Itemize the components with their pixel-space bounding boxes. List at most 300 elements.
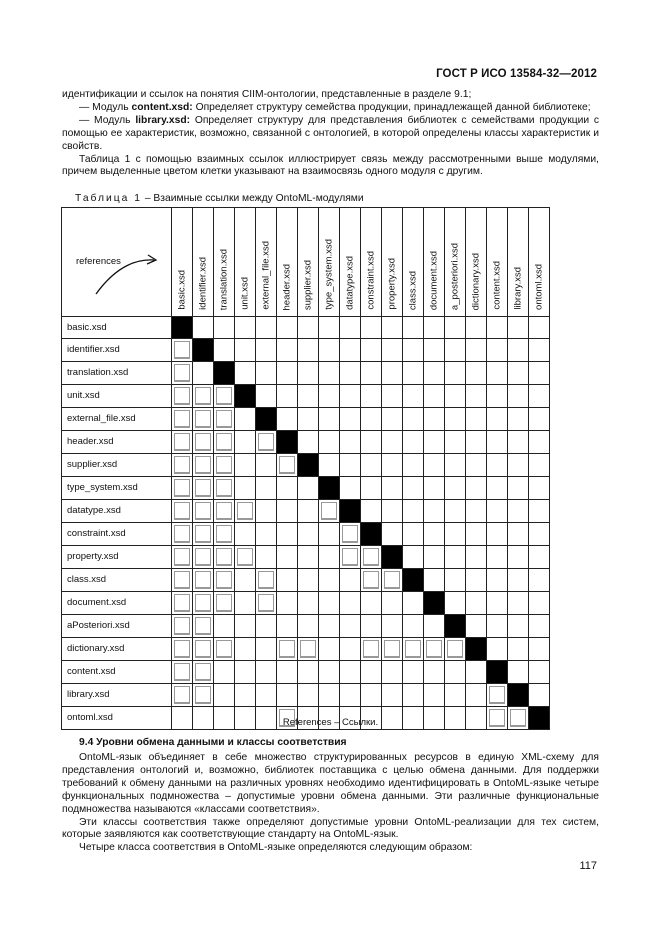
- empty-cell: [340, 591, 361, 614]
- reference-marked-cell: [256, 591, 277, 614]
- empty-cell: [319, 591, 340, 614]
- empty-cell: [487, 591, 508, 614]
- column-header: [529, 208, 550, 317]
- empty-cell: [361, 338, 382, 361]
- empty-cell: [403, 522, 424, 545]
- empty-cell: [235, 591, 256, 614]
- empty-cell: [487, 476, 508, 499]
- empty-cell: [529, 591, 550, 614]
- empty-cell: [529, 384, 550, 407]
- marked-cell-box: [216, 640, 232, 658]
- empty-cell: [445, 384, 466, 407]
- empty-cell: [298, 591, 319, 614]
- empty-cell: [529, 338, 550, 361]
- reference-marked-cell: [172, 407, 193, 430]
- empty-cell: [340, 384, 361, 407]
- intro-text: [62, 89, 599, 179]
- marked-cell-box: [363, 640, 379, 658]
- empty-cell: [403, 361, 424, 384]
- marked-cell-box: [216, 387, 232, 405]
- reference-marked-cell: [172, 591, 193, 614]
- marked-cell-box: [447, 640, 463, 658]
- reference-marked-cell: [214, 591, 235, 614]
- reference-marked-cell: [214, 407, 235, 430]
- marked-cell-box: [258, 433, 274, 451]
- marked-cell-box: [216, 456, 232, 474]
- empty-cell: [340, 430, 361, 453]
- row-header: library.xsd: [62, 683, 172, 706]
- marked-cell-box: [216, 548, 232, 566]
- empty-cell: [235, 614, 256, 637]
- empty-cell: [277, 545, 298, 568]
- empty-cell: [361, 614, 382, 637]
- empty-cell: [256, 384, 277, 407]
- empty-cell: [298, 338, 319, 361]
- reference-marked-cell: [172, 361, 193, 384]
- empty-cell: [508, 384, 529, 407]
- empty-cell: [340, 407, 361, 430]
- column-header: [214, 208, 235, 317]
- empty-cell: [424, 407, 445, 430]
- empty-cell: [466, 614, 487, 637]
- empty-cell: [382, 338, 403, 361]
- empty-cell: [361, 683, 382, 706]
- marked-cell-box: [279, 640, 295, 658]
- empty-cell: [340, 338, 361, 361]
- empty-cell: [256, 338, 277, 361]
- row-header: identifier.xsd: [62, 338, 172, 361]
- column-header: [277, 208, 298, 317]
- column-header-label: external_file.xsd: [260, 241, 272, 310]
- marked-cell-box: [174, 502, 190, 520]
- empty-cell: [466, 545, 487, 568]
- empty-cell: [466, 430, 487, 453]
- empty-cell: [256, 545, 277, 568]
- empty-cell: [256, 499, 277, 522]
- empty-cell: [319, 317, 340, 339]
- empty-cell: [529, 361, 550, 384]
- empty-cell: [340, 637, 361, 660]
- empty-cell: [277, 384, 298, 407]
- column-header: [361, 208, 382, 317]
- corner-label: references: [76, 256, 121, 267]
- empty-cell: [424, 453, 445, 476]
- empty-cell: [466, 660, 487, 683]
- row-header: aPosteriori.xsd: [62, 614, 172, 637]
- empty-cell: [319, 430, 340, 453]
- marked-cell-box: [195, 387, 211, 405]
- empty-cell: [424, 683, 445, 706]
- empty-cell: [508, 660, 529, 683]
- table-row: [62, 683, 550, 706]
- marked-cell-box: [174, 663, 190, 681]
- empty-cell: [529, 637, 550, 660]
- empty-cell: [235, 407, 256, 430]
- empty-cell: [424, 476, 445, 499]
- reference-marked-cell: [487, 683, 508, 706]
- intro-paragraph-3: — Модуль library.xsd: Определяет структуру для представления библиотек с семействами продукции с помощью ее характеристик, возможно, связанной с онтологией, в которой определены классы характеристик и свойств.: [62, 114, 600, 152]
- empty-cell: [319, 683, 340, 706]
- empty-cell: [382, 317, 403, 339]
- empty-cell: [340, 614, 361, 637]
- marked-cell-box: [174, 686, 190, 704]
- marked-cell-box: [195, 571, 211, 589]
- empty-cell: [445, 317, 466, 339]
- marked-cell-box: [216, 433, 232, 451]
- reference-marked-cell: [193, 407, 214, 430]
- column-header: [235, 208, 256, 317]
- marked-cell-box: [363, 548, 379, 566]
- empty-cell: [529, 522, 550, 545]
- marked-cell-box: [174, 364, 190, 382]
- empty-cell: [298, 430, 319, 453]
- reference-marked-cell: [256, 568, 277, 591]
- reference-marked-cell: [193, 453, 214, 476]
- empty-cell: [256, 637, 277, 660]
- table-row: [62, 453, 550, 476]
- empty-cell: [529, 568, 550, 591]
- column-header-label: constraint.xsd: [365, 251, 377, 310]
- reference-marked-cell: [214, 545, 235, 568]
- column-header-label: unit.xsd: [239, 277, 251, 310]
- empty-cell: [424, 384, 445, 407]
- diagonal-cell: [424, 591, 445, 614]
- empty-cell: [298, 614, 319, 637]
- empty-cell: [277, 476, 298, 499]
- section-text: [62, 752, 599, 855]
- empty-cell: [256, 660, 277, 683]
- empty-cell: [508, 453, 529, 476]
- marked-cell-box: [174, 387, 190, 405]
- empty-cell: [235, 683, 256, 706]
- reference-marked-cell: [214, 637, 235, 660]
- empty-cell: [235, 453, 256, 476]
- standard-header: ГОСТ Р ИСО 13584-32—2012: [436, 68, 597, 80]
- marked-cell-box: [321, 502, 337, 520]
- table-row: [62, 317, 550, 339]
- diagonal-cell: [214, 361, 235, 384]
- column-header: [256, 208, 277, 317]
- column-header: [445, 208, 466, 317]
- empty-cell: [424, 614, 445, 637]
- column-header-label: content.xsd: [491, 261, 503, 310]
- empty-cell: [277, 499, 298, 522]
- empty-cell: [424, 522, 445, 545]
- empty-cell: [214, 317, 235, 339]
- module-name-content: content.xsd:: [131, 101, 193, 113]
- table-corner-cell: [62, 208, 172, 317]
- row-header: dictionary.xsd: [62, 637, 172, 660]
- empty-cell: [508, 522, 529, 545]
- empty-cell: [361, 476, 382, 499]
- diagonal-cell: [298, 453, 319, 476]
- reference-marked-cell: [172, 476, 193, 499]
- reference-marked-cell: [172, 568, 193, 591]
- row-header: external_file.xsd: [62, 407, 172, 430]
- empty-cell: [382, 407, 403, 430]
- marked-cell-box: [195, 617, 211, 635]
- reference-marked-cell: [172, 660, 193, 683]
- marked-cell-box: [279, 456, 295, 474]
- empty-cell: [382, 384, 403, 407]
- reference-marked-cell: [172, 453, 193, 476]
- empty-cell: [508, 361, 529, 384]
- diagonal-cell: [277, 430, 298, 453]
- empty-cell: [466, 361, 487, 384]
- empty-cell: [235, 660, 256, 683]
- marked-cell-box: [174, 525, 190, 543]
- empty-cell: [214, 614, 235, 637]
- reference-marked-cell: [172, 637, 193, 660]
- empty-cell: [361, 591, 382, 614]
- row-header: constraint.xsd: [62, 522, 172, 545]
- empty-cell: [487, 317, 508, 339]
- empty-cell: [445, 407, 466, 430]
- empty-cell: [361, 407, 382, 430]
- row-header: property.xsd: [62, 545, 172, 568]
- empty-cell: [277, 407, 298, 430]
- page-number: 117: [579, 860, 597, 872]
- empty-cell: [487, 361, 508, 384]
- empty-cell: [361, 384, 382, 407]
- diagonal-cell: [445, 614, 466, 637]
- empty-cell: [445, 660, 466, 683]
- row-header: supplier.xsd: [62, 453, 172, 476]
- empty-cell: [382, 499, 403, 522]
- reference-marked-cell: [193, 499, 214, 522]
- column-header: [466, 208, 487, 317]
- row-header: content.xsd: [62, 660, 172, 683]
- reference-marked-cell: [172, 522, 193, 545]
- column-header: [508, 208, 529, 317]
- section-paragraph-2: Эти классы соответствия также определяют допустимые уровни OntoML-реализации для тех систем, которые заявляются как соответствующие стандарту на OntoML-язык.: [62, 816, 599, 841]
- reference-marked-cell: [382, 568, 403, 591]
- empty-cell: [508, 499, 529, 522]
- empty-cell: [487, 568, 508, 591]
- empty-cell: [361, 453, 382, 476]
- empty-cell: [424, 545, 445, 568]
- empty-cell: [277, 683, 298, 706]
- reference-marked-cell: [214, 430, 235, 453]
- empty-cell: [508, 407, 529, 430]
- empty-cell: [382, 683, 403, 706]
- intro-paragraph-2: — Модуль content.xsd: Определяет структуру семейства продукции, принадлежащей данной библиотеке;: [79, 101, 591, 113]
- empty-cell: [277, 317, 298, 339]
- reference-marked-cell: [214, 384, 235, 407]
- empty-cell: [529, 545, 550, 568]
- empty-cell: [424, 361, 445, 384]
- column-header-label: ontoml.xsd: [533, 264, 545, 310]
- empty-cell: [340, 568, 361, 591]
- reference-marked-cell: [193, 614, 214, 637]
- marked-cell-box: [195, 663, 211, 681]
- column-header: [340, 208, 361, 317]
- empty-cell: [487, 384, 508, 407]
- table-row: [62, 476, 550, 499]
- marked-cell-box: [384, 571, 400, 589]
- reference-marked-cell: [256, 430, 277, 453]
- empty-cell: [529, 660, 550, 683]
- empty-cell: [529, 453, 550, 476]
- marked-cell-box: [174, 548, 190, 566]
- column-header-label: type_system.xsd: [323, 239, 335, 310]
- marked-cell-box: [237, 502, 253, 520]
- empty-cell: [508, 614, 529, 637]
- empty-cell: [277, 568, 298, 591]
- marked-cell-box: [195, 456, 211, 474]
- empty-cell: [319, 453, 340, 476]
- empty-cell: [529, 317, 550, 339]
- empty-cell: [319, 614, 340, 637]
- reference-marked-cell: [193, 568, 214, 591]
- intro-paragraph-1: идентификации и ссылок на понятия CIIM-онтологии, представленные в разделе 9.1;: [62, 89, 472, 100]
- marked-cell-box: [195, 502, 211, 520]
- table-row: [62, 361, 550, 384]
- reference-marked-cell: [193, 384, 214, 407]
- empty-cell: [298, 476, 319, 499]
- diagonal-cell: [319, 476, 340, 499]
- reference-marked-cell: [214, 476, 235, 499]
- row-header: unit.xsd: [62, 384, 172, 407]
- empty-cell: [424, 568, 445, 591]
- empty-cell: [403, 683, 424, 706]
- empty-cell: [298, 407, 319, 430]
- reference-marked-cell: [235, 545, 256, 568]
- empty-cell: [298, 317, 319, 339]
- reference-marked-cell: [172, 384, 193, 407]
- diagonal-cell: [382, 545, 403, 568]
- row-header: type_system.xsd: [62, 476, 172, 499]
- empty-cell: [298, 384, 319, 407]
- empty-cell: [403, 317, 424, 339]
- empty-cell: [298, 568, 319, 591]
- empty-cell: [466, 499, 487, 522]
- empty-cell: [445, 430, 466, 453]
- empty-cell: [487, 522, 508, 545]
- table-row: [62, 591, 550, 614]
- reference-marked-cell: [193, 430, 214, 453]
- empty-cell: [445, 591, 466, 614]
- empty-cell: [403, 407, 424, 430]
- column-header-label: class.xsd: [407, 270, 419, 310]
- empty-cell: [277, 591, 298, 614]
- reference-marked-cell: [361, 545, 382, 568]
- table-row: [62, 407, 550, 430]
- reference-marked-cell: [277, 453, 298, 476]
- empty-cell: [298, 361, 319, 384]
- empty-cell: [424, 660, 445, 683]
- empty-cell: [466, 476, 487, 499]
- empty-cell: [319, 384, 340, 407]
- reference-marked-cell: [193, 683, 214, 706]
- diagonal-cell: [193, 338, 214, 361]
- marked-cell-box: [174, 410, 190, 428]
- table-note: References – Ссылки.: [282, 717, 379, 728]
- empty-cell: [193, 317, 214, 339]
- marked-cell-box: [195, 433, 211, 451]
- marked-cell-box: [195, 548, 211, 566]
- empty-cell: [487, 499, 508, 522]
- reference-marked-cell: [214, 453, 235, 476]
- empty-cell: [466, 407, 487, 430]
- table-body: [62, 317, 550, 730]
- marked-cell-box: [300, 640, 316, 658]
- empty-cell: [466, 317, 487, 339]
- column-header: [193, 208, 214, 317]
- empty-cell: [424, 338, 445, 361]
- empty-cell: [508, 545, 529, 568]
- empty-cell: [319, 660, 340, 683]
- marked-cell-box: [216, 525, 232, 543]
- empty-cell: [235, 568, 256, 591]
- column-header-label: document.xsd: [428, 250, 440, 310]
- row-header: basic.xsd: [62, 317, 172, 339]
- reference-marked-cell: [193, 660, 214, 683]
- empty-cell: [340, 361, 361, 384]
- empty-cell: [403, 476, 424, 499]
- empty-cell: [319, 338, 340, 361]
- column-header: [172, 208, 193, 317]
- empty-cell: [319, 522, 340, 545]
- table-row: [62, 522, 550, 545]
- empty-cell: [445, 522, 466, 545]
- empty-cell: [361, 361, 382, 384]
- marked-cell-box: [174, 571, 190, 589]
- empty-cell: [403, 591, 424, 614]
- table-row: [62, 568, 550, 591]
- empty-cell: [298, 683, 319, 706]
- empty-cell: [214, 683, 235, 706]
- marked-cell-box: [363, 571, 379, 589]
- column-header: [319, 208, 340, 317]
- column-header: [298, 208, 319, 317]
- diagonal-cell: [487, 660, 508, 683]
- reference-marked-cell: [193, 522, 214, 545]
- empty-cell: [256, 522, 277, 545]
- empty-cell: [235, 361, 256, 384]
- empty-cell: [424, 499, 445, 522]
- row-header: document.xsd: [62, 591, 172, 614]
- reference-marked-cell: [361, 568, 382, 591]
- empty-cell: [382, 614, 403, 637]
- marked-cell-box: [216, 571, 232, 589]
- diagonal-cell: [172, 317, 193, 339]
- empty-cell: [361, 660, 382, 683]
- marked-cell-box: [195, 525, 211, 543]
- empty-cell: [382, 660, 403, 683]
- reference-marked-cell: [319, 499, 340, 522]
- table-row: [62, 614, 550, 637]
- reference-marked-cell: [172, 499, 193, 522]
- empty-cell: [235, 522, 256, 545]
- marked-cell-box: [216, 479, 232, 497]
- marked-cell-box: [216, 502, 232, 520]
- table-header-row: [62, 208, 550, 317]
- marked-cell-box: [237, 548, 253, 566]
- empty-cell: [529, 683, 550, 706]
- empty-cell: [487, 545, 508, 568]
- empty-cell: [466, 384, 487, 407]
- table-row: [62, 338, 550, 361]
- empty-cell: [256, 476, 277, 499]
- empty-cell: [361, 499, 382, 522]
- marked-cell-box: [195, 686, 211, 704]
- marked-cell-box: [405, 640, 421, 658]
- empty-cell: [445, 568, 466, 591]
- marked-cell-box: [258, 594, 274, 612]
- empty-cell: [445, 683, 466, 706]
- reference-marked-cell: [445, 637, 466, 660]
